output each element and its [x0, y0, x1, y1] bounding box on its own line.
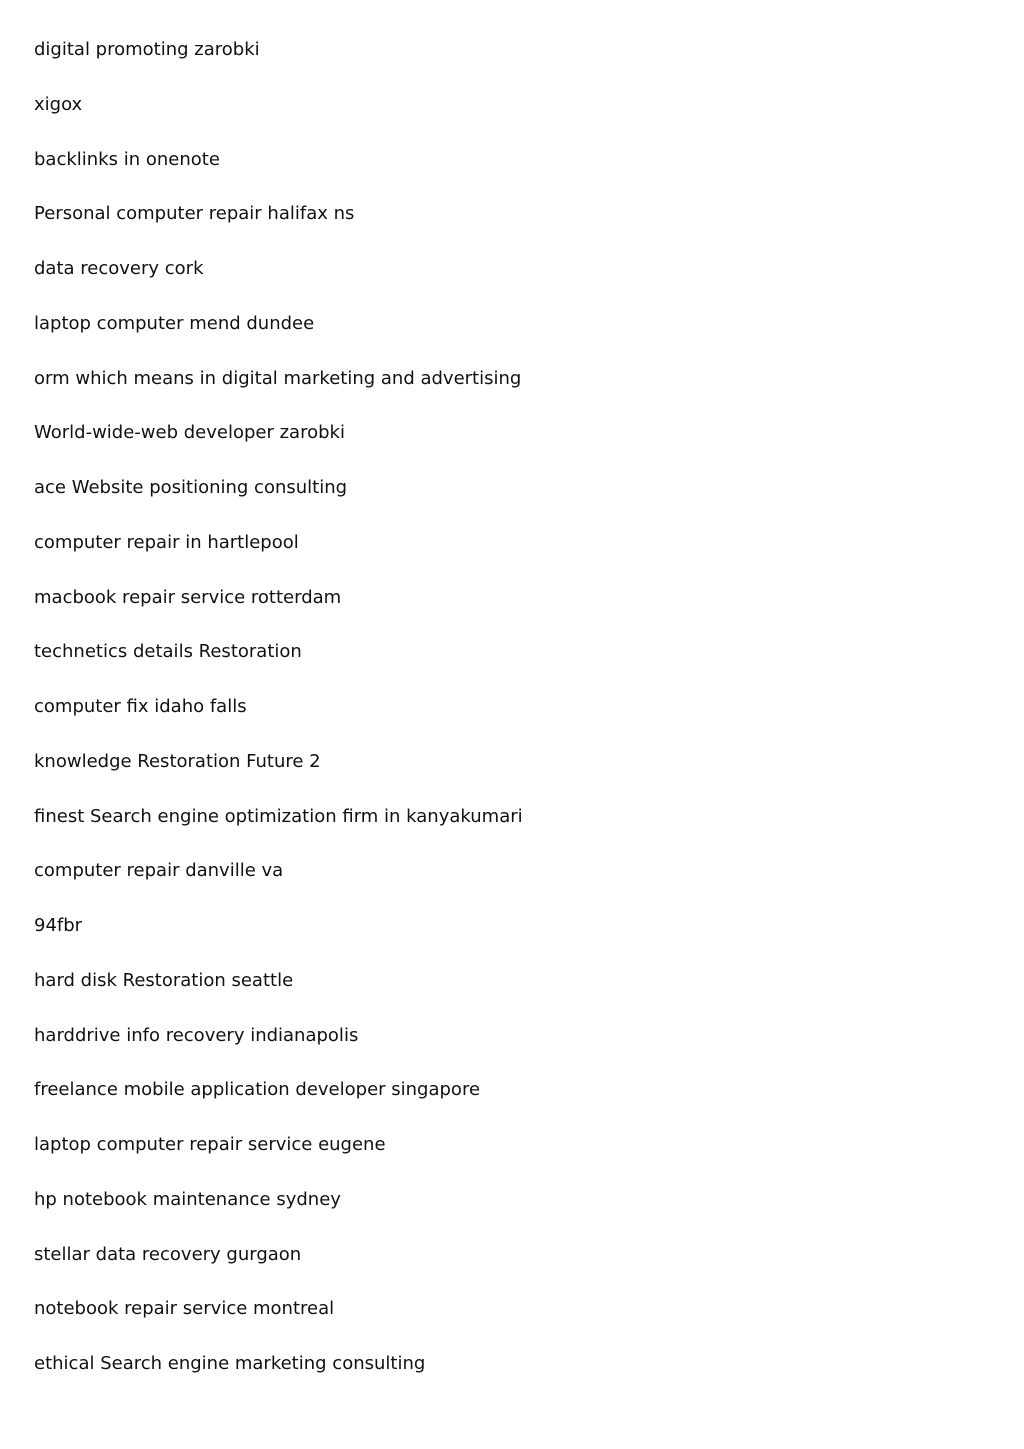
- link-list: [34, 35, 934, 1404]
- link[interactable]: computer fix idaho falls: [34, 696, 247, 717]
- list-item: [34, 90, 934, 145]
- link[interactable]: hard disk Restoration seattle: [34, 969, 294, 991]
- list-item: [34, 1294, 934, 1349]
- link[interactable]: technetics details Restoration: [34, 641, 302, 663]
- link[interactable]: hp notebook maintenance sydney: [34, 1188, 341, 1210]
- list-item: [34, 1021, 934, 1076]
- list-item: [34, 802, 934, 857]
- link[interactable]: World-wide-web developer zarobki: [34, 422, 345, 444]
- list-item: [34, 199, 934, 254]
- list-item: [34, 911, 934, 966]
- list-item: [34, 637, 934, 692]
- link[interactable]: finest Search engine optimization firm in kanyakumari: [34, 805, 523, 827]
- link[interactable]: xigox: [34, 93, 83, 115]
- list-item: [34, 1240, 934, 1295]
- list-item: [34, 856, 934, 911]
- link[interactable]: Personal computer repair halifax ns: [34, 203, 355, 225]
- link[interactable]: computer repair in hartlepool: [34, 531, 299, 553]
- list-item: [34, 966, 934, 1021]
- link[interactable]: knowledge Restoration Future 2: [34, 750, 321, 772]
- link[interactable]: ace Website positioning consulting: [34, 477, 348, 498]
- link[interactable]: backlinks in onenote: [34, 148, 220, 170]
- list-item: [34, 254, 934, 309]
- list-item: [34, 528, 934, 583]
- link[interactable]: ethical Search engine marketing consulting: [34, 1353, 426, 1374]
- list-item: [34, 1130, 934, 1185]
- list-item: [34, 473, 934, 528]
- list-item: [34, 364, 934, 419]
- link[interactable]: 94fbr: [34, 915, 83, 936]
- list-item: [34, 35, 934, 90]
- list-item: [34, 692, 934, 747]
- list-item: [34, 309, 934, 364]
- list-item: [34, 145, 934, 200]
- link[interactable]: orm which means in digital marketing and advertising: [34, 367, 522, 389]
- link[interactable]: computer repair danville va: [34, 860, 284, 882]
- list-item: [34, 1349, 934, 1404]
- list-item: [34, 1185, 934, 1240]
- link[interactable]: data recovery cork: [34, 258, 204, 279]
- link[interactable]: laptop computer repair service eugene: [34, 1134, 386, 1155]
- link[interactable]: harddrive info recovery indianapolis: [34, 1024, 359, 1046]
- list-item: [34, 418, 934, 473]
- list-item: [34, 583, 934, 638]
- list-item: [34, 1075, 934, 1130]
- list-item: [34, 747, 934, 802]
- link[interactable]: notebook repair service montreal: [34, 1298, 335, 1320]
- link[interactable]: stellar data recovery gurgaon: [34, 1243, 302, 1265]
- link[interactable]: laptop computer mend dundee: [34, 312, 315, 334]
- link[interactable]: macbook repair service rotterdam: [34, 586, 342, 608]
- link[interactable]: digital promoting zarobki: [34, 39, 260, 60]
- link[interactable]: freelance mobile application developer singapore: [34, 1079, 481, 1101]
